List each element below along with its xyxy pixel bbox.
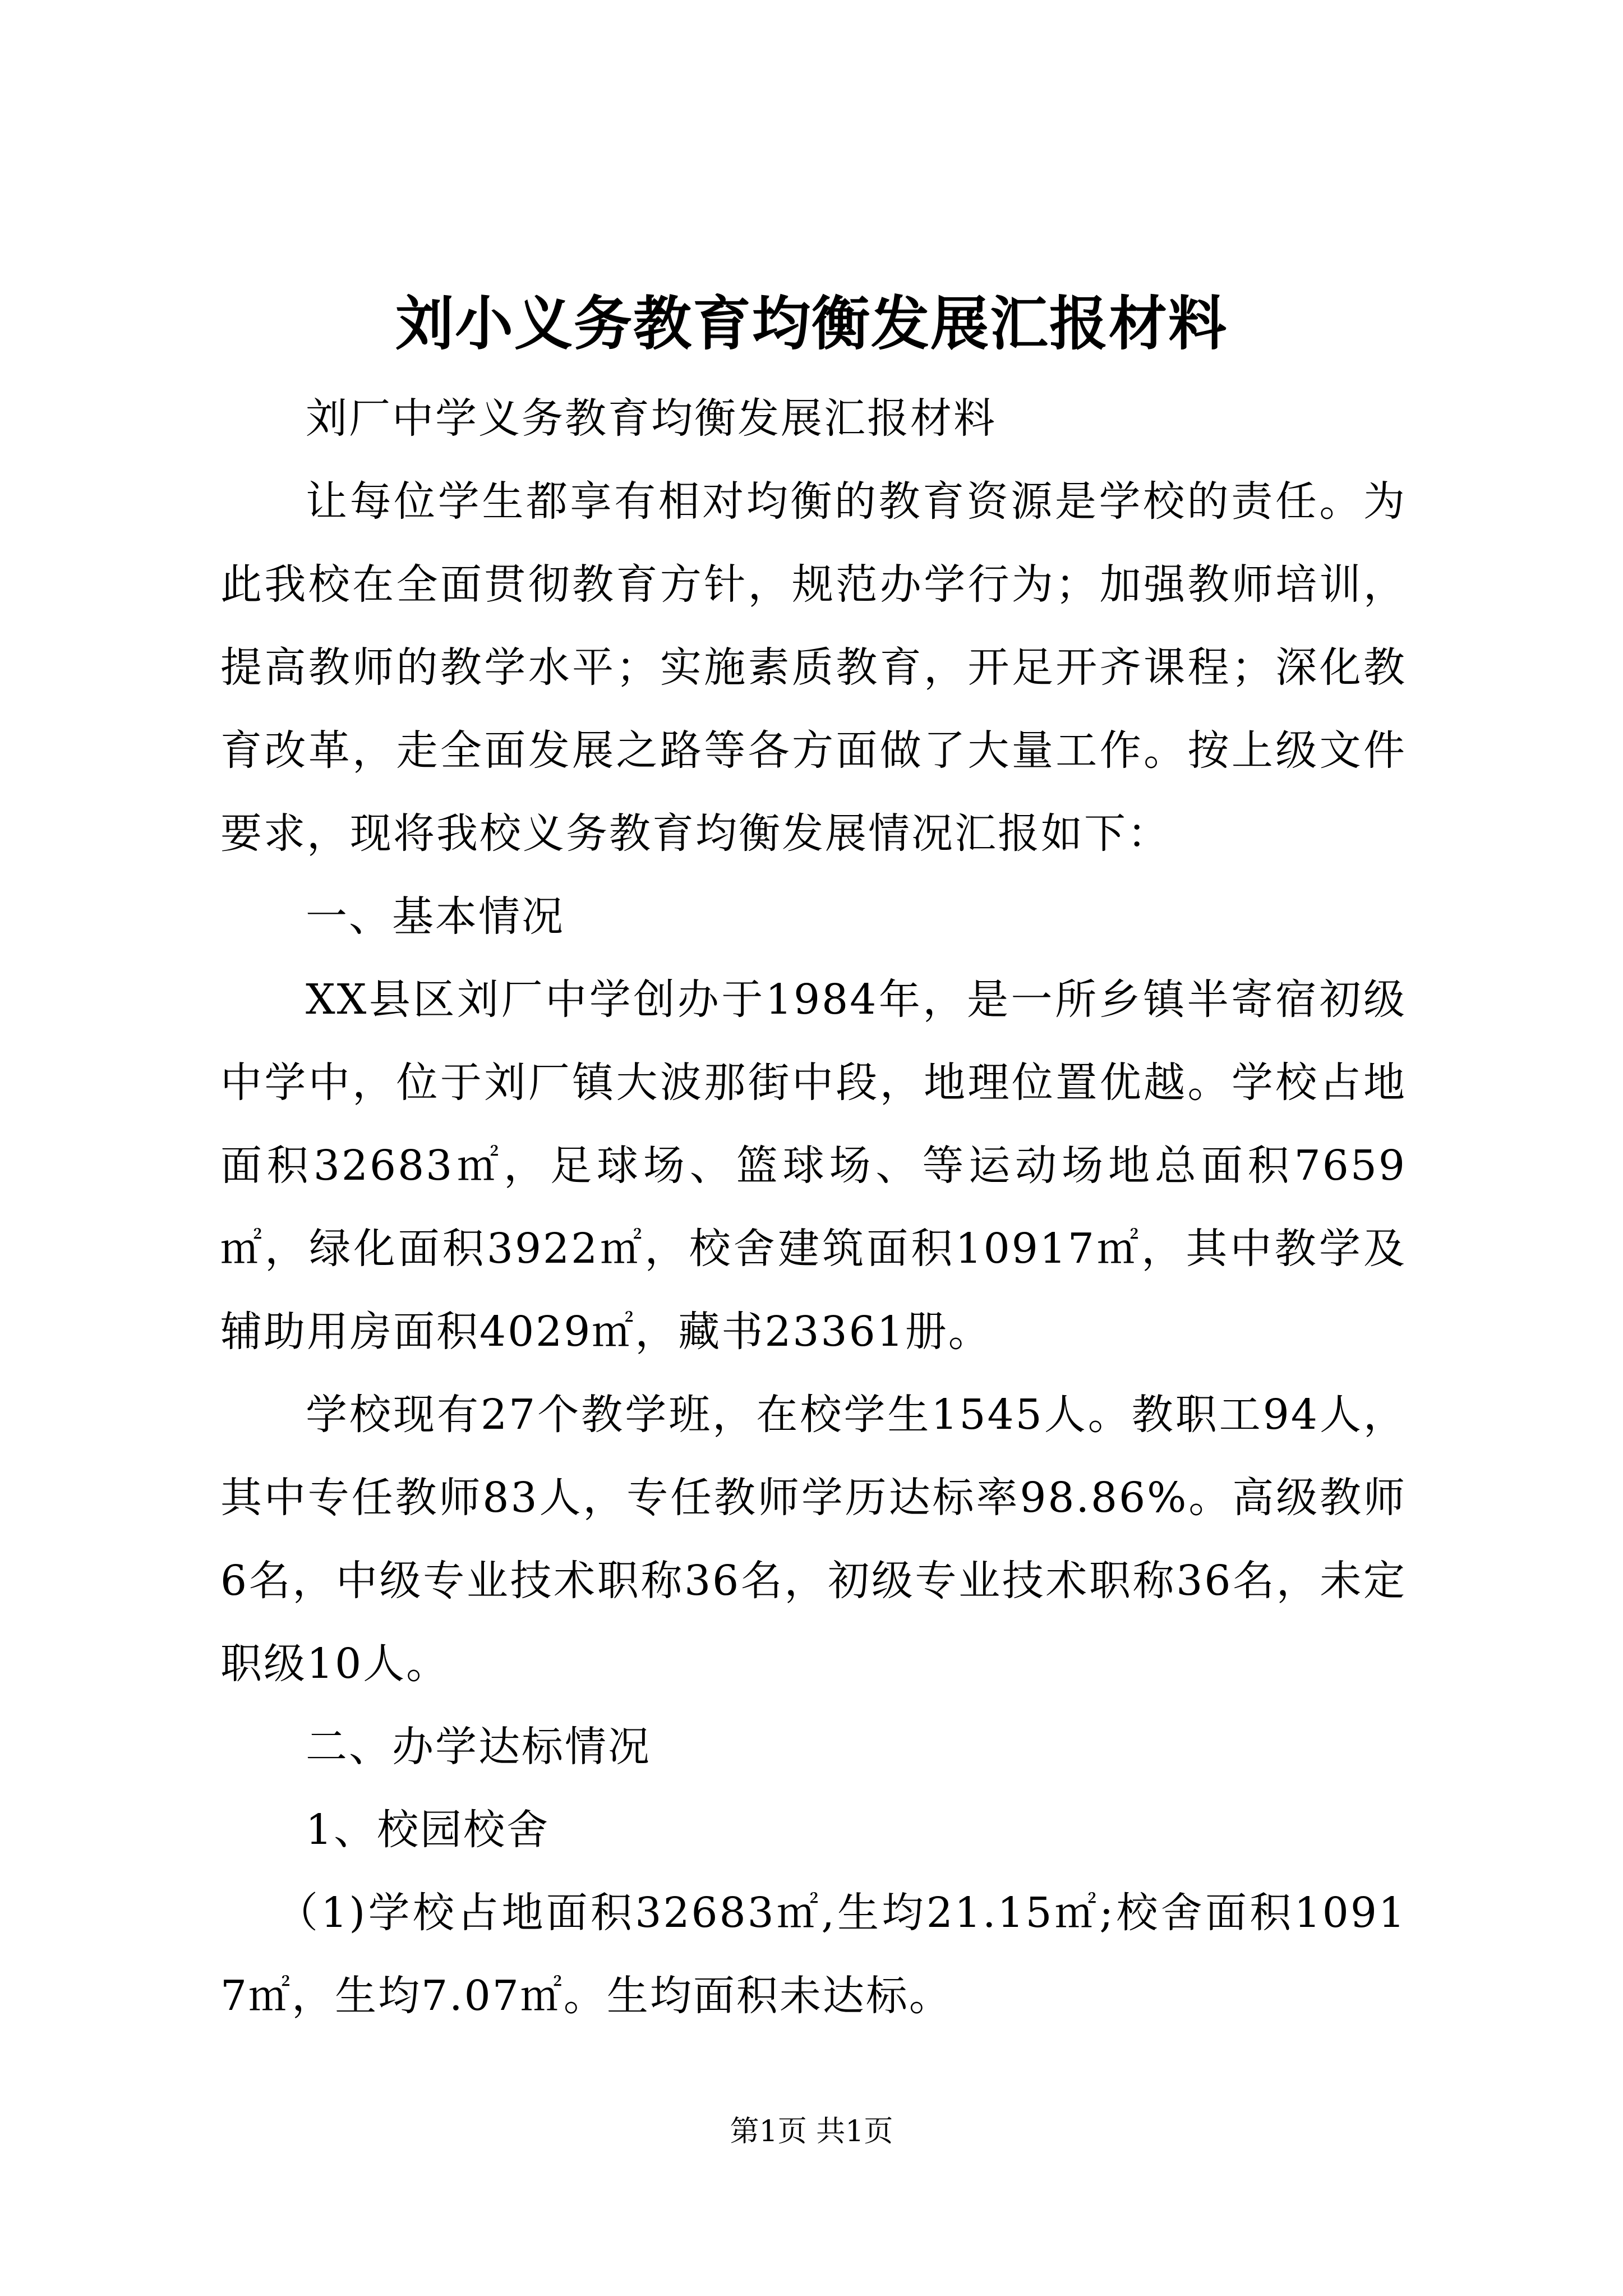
section-heading-standards: 二、办学达标情况 <box>306 1723 651 1771</box>
document-body <box>220 377 1407 2037</box>
page-footer: 第1页 共1页 <box>730 2115 893 2148</box>
subsection-heading-campus: 1、校园校舍 <box>306 1806 550 1854</box>
school-overview-paragraph: XX县区刘厂中学创办于1984年，是一所乡镇半寄宿初级中学中，位于刘厂镇大波那街中段，地理位置优越。学校占地面积32683㎡，足球场、篮球场、等运动场地总面积7659㎡，绿化面积3922㎡，校舍建筑面积10917㎡，其中教学及辅助用房面积4029㎡，藏书23361册。 <box>220 976 1407 1356</box>
page-title: 刘小义务教育均衡发展汇报材料 <box>395 289 1228 358</box>
subtitle-paragraph: 刘厂中学义务教育均衡发展汇报材料 <box>306 394 997 443</box>
staff-overview-paragraph: 学校现有27个教学班，在校学生1545人。教职工94人，其中专任教师83人，专任教师学历达标率98.86%。高级教师6名，中级专业技术职称36名，初级专业技术职称36名，未定职级10人。 <box>220 1391 1407 1688</box>
intro-paragraph: 让每位学生都享有相对均衡的教育资源是学校的责任。为此我校在全面贯彻教育方针，规范办学行为；加强教师培训，提高教师的教学水平；实施素质教育，开足开齐课程；深化教育改革，走全面发展之路等各方面做了大量工作。按上级文件要求，现将我校义务教育均衡发展情况汇报如下： <box>220 477 1407 858</box>
campus-area-paragraph: （1)学校占地面积32683㎡,生均21.15㎡;校舍面积10917㎡，生均7.07㎡。生均面积未达标。 <box>220 1889 1407 2020</box>
section-heading-basic-info: 一、基本情况 <box>306 892 565 941</box>
